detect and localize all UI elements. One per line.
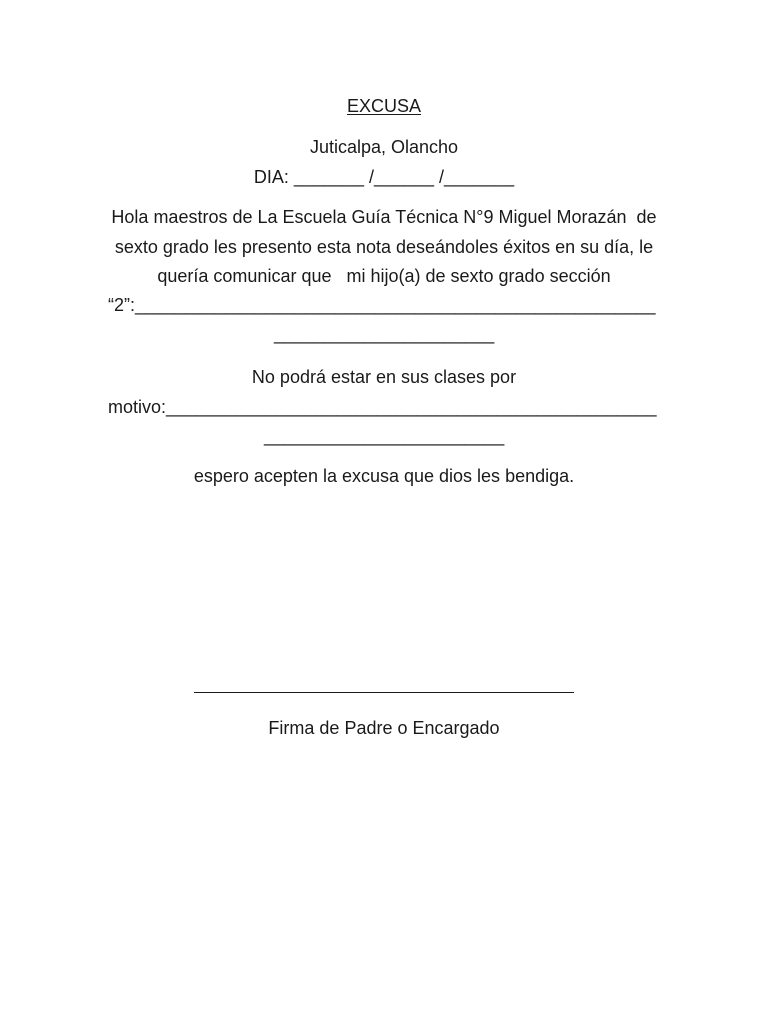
section-blank-continuation: ______________________	[274, 324, 495, 344]
city-line: Juticalpa, Olancho	[309, 137, 459, 157]
reason-blank-continuation: ________________________	[264, 426, 505, 446]
body-line-3: quería comunicar que mi hijo(a) de sexto grado sección	[157, 266, 611, 286]
absence-statement: No podrá estar en sus clases por	[251, 367, 517, 387]
body-line-2: sexto grado les presento esta nota deseándoles éxitos en su día, le	[114, 237, 654, 257]
reason-blank-line: motivo:_________________________________________________	[108, 397, 657, 417]
section-blank-line: “2”:____________________________________________________	[108, 295, 656, 315]
date-line: DIA: _______ /______ /_______	[253, 167, 515, 187]
body-line-1: Hola maestros de La Escuela Guía Técnica N°9 Miguel Morazán de	[111, 207, 657, 227]
document-title: EXCUSA	[346, 96, 422, 116]
signature-line	[194, 692, 574, 693]
closing-line: espero acepten la excusa que dios les bendiga.	[193, 466, 575, 486]
signature-label: Firma de Padre o Encargado	[268, 718, 500, 738]
